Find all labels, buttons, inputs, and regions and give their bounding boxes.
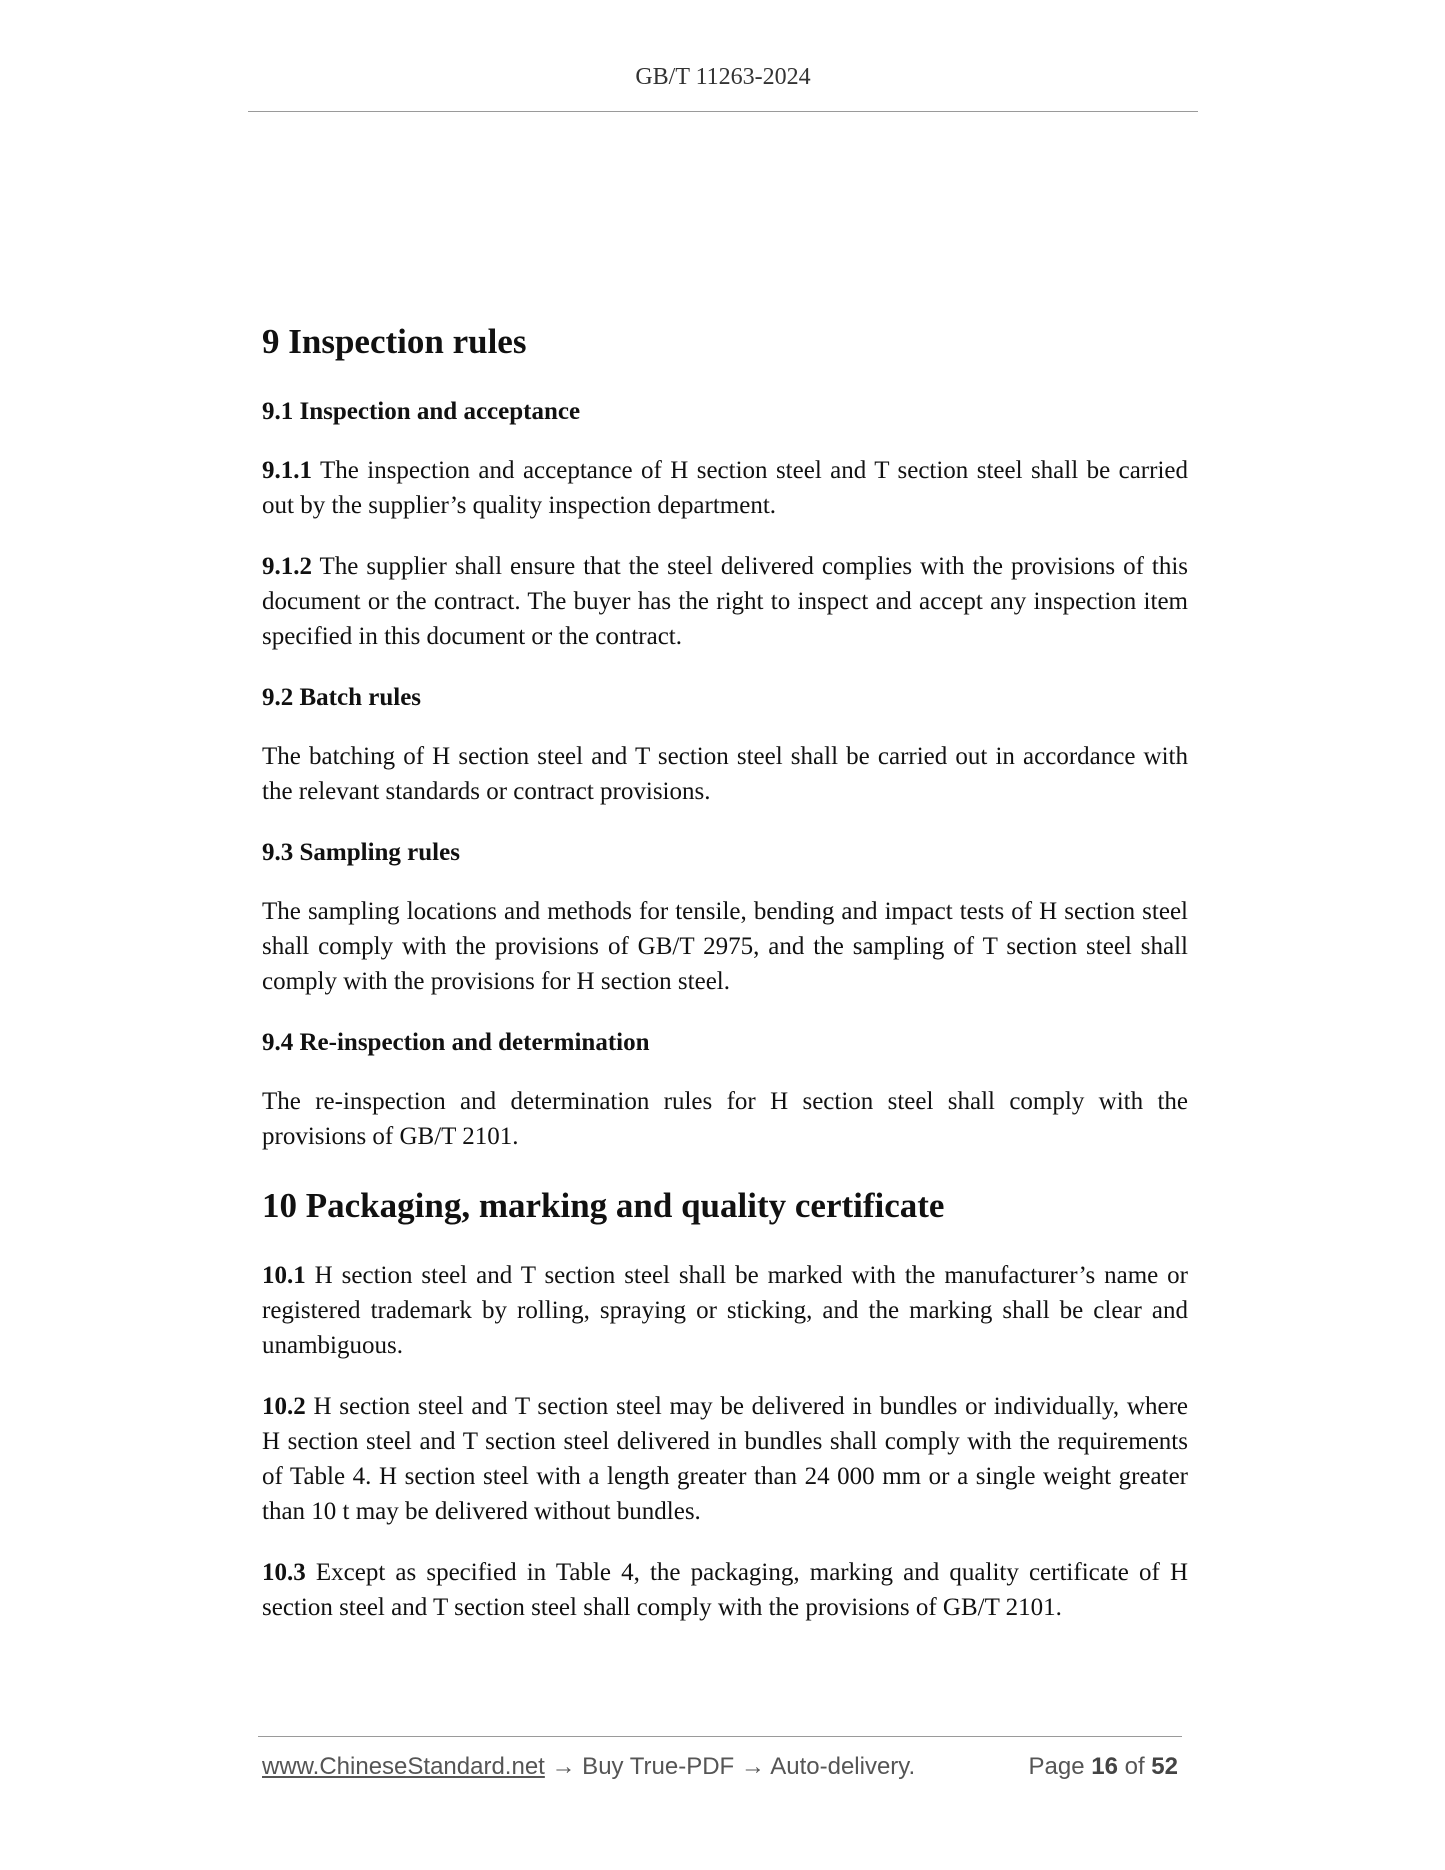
clause-text: H section steel and T section steel may be delivered in bundles or individually, where H section steel and T section steel delivered in bundles shall comply with the requirements of Table 4. H section steel with a length greater than 24 000 mm or a single weight greater than 10 t may be delivered without bundles. [262, 1393, 1188, 1525]
section-9-3-heading: 9.3 Sampling rules [262, 839, 460, 866]
section-9-1-heading: 9.1 Inspection and acceptance [262, 398, 581, 425]
section-9-2-heading: 9.2 Batch rules [262, 684, 422, 711]
clause-number: 10.2 [262, 1393, 306, 1420]
clause-number: 9.1.2 [262, 553, 312, 580]
page-total: 52 [1151, 1753, 1178, 1780]
section-9-4-heading: 9.4 Re-inspection and determination [262, 1029, 650, 1056]
clause-9-2-text: The batching of H section steel and T section steel shall be carried out in accordance with the relevant standards or contract provisions. [262, 743, 1188, 805]
page-of-label: of [1124, 1753, 1145, 1780]
clause-number: 10.3 [262, 1559, 306, 1586]
section-9-heading: 9 Inspection rules [262, 322, 527, 361]
clause-text: Except as specified in Table 4, the packaging, marking and quality certificate of H section steel and T section steel shall comply with the provisions of GB/T 2101. [262, 1559, 1188, 1621]
clause-10-3 [262, 1555, 1188, 1625]
promo-text: → Buy True-PDF → Auto-delivery. [544, 1753, 916, 1780]
page-label: Page [1028, 1753, 1085, 1780]
clause-number: 10.1 [262, 1262, 306, 1289]
page-footer [262, 1753, 1182, 1781]
section-10-heading: 10 Packaging, marking and quality certificate [262, 1186, 945, 1225]
clause-9-3-text: The sampling locations and methods for tensile, bending and impact tests of H section steel shall comply with the provisions of GB/T 2975, and the sampling of T section steel shall comply with the provisions for H section steel. [262, 898, 1188, 995]
page-current: 16 [1091, 1753, 1118, 1780]
clause-text: The inspection and acceptance of H section steel and T section steel shall be carried out by the supplier’s quality inspection department. [262, 457, 1188, 519]
document-body [262, 320, 1188, 1651]
clause-number: 9.1.1 [262, 457, 312, 484]
clause-9-1-2 [262, 549, 1188, 654]
clause-text: H section steel and T section steel shall be marked with the manufacturer’s name or registered trademark by rolling, spraying or sticking, and the marking shall be clear and unambiguous. [262, 1262, 1188, 1359]
document-code-header: GB/T 11263-2024 [635, 64, 811, 90]
website-link[interactable]: www.ChineseStandard.net [262, 1753, 545, 1780]
clause-9-1-1 [262, 453, 1188, 523]
footer-divider [258, 1736, 1182, 1737]
clause-10-2 [262, 1389, 1188, 1529]
clause-text: The supplier shall ensure that the steel delivered complies with the provisions of this document or the contract. The buyer has the right to inspect and accept any inspection item specified in this document or the contract. [262, 553, 1188, 650]
clause-9-4-text: The re-inspection and determination rules for H section steel shall comply with the provisions of GB/T 2101. [262, 1088, 1188, 1150]
page-indicator [1029, 1753, 1179, 1781]
clause-10-1 [262, 1258, 1188, 1363]
header-divider [248, 111, 1198, 112]
